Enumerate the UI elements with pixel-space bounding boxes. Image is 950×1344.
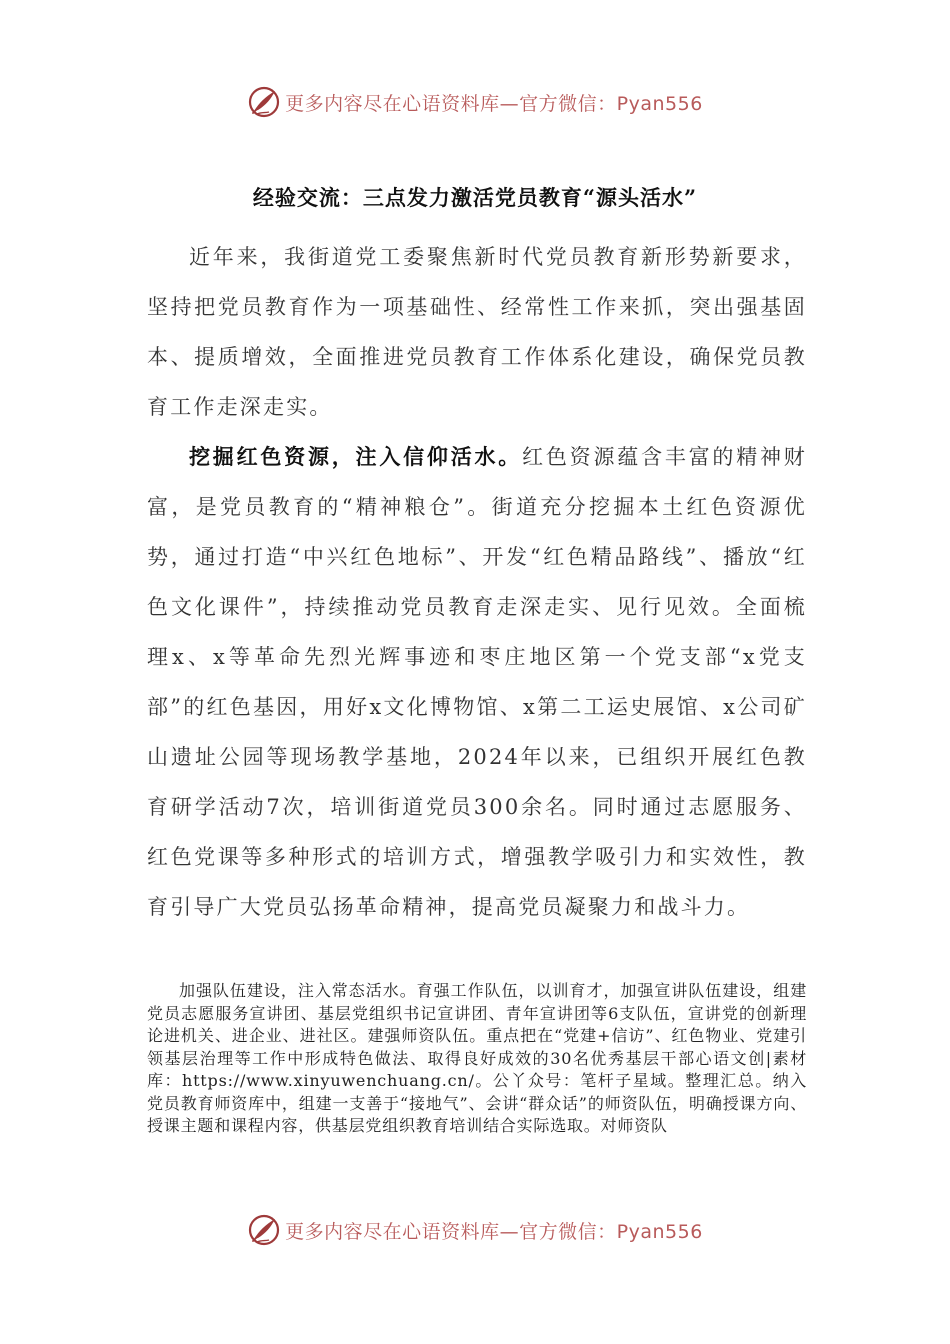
header-banner (0, 82, 950, 122)
paragraph-red-resources (147, 432, 807, 932)
paragraph-red-resources-lead: 挖掘红色资源，注入信仰活水。 (189, 444, 523, 469)
paragraph-red-resources-body: 红色资源蕴含丰富的精神财富，是党员教育的“精神粮仓”。街道充分挖掘本土红色资源优势，通过打造“中兴红色地标”、开发“红色精品路线”、播放“红色文化课件”，持续推动党员教育走深走实、见行见效。全面梳理x、x等革命先烈光辉事迹和枣庄地区第一个党支部“x党支部”的红色基因，用好x文化博物馆、x第二工运史展馆、x公司矿山遗址公园等现场教学基地，2024年以来，已组织开展红色教育研学活动7次，培训街道党员300余名。同时通过志愿服务、红色党课等多种形式的培训方式，增强教学吸引力和实效性，教育引导广大党员弘扬革命精神，提高党员凝聚力和战斗力。 (147, 445, 807, 919)
article-title: 经验交流：三点发力激活党员教育“源头活水” (252, 185, 698, 210)
header-banner-text: 更多内容尽在心语资料库—官方微信：Pyan556 (285, 92, 703, 115)
quill-pen-logo-icon (247, 1213, 281, 1247)
quill-pen-logo-icon (247, 85, 281, 119)
paragraph-team-building: 加强队伍建设，注入常态活水。育强工作队伍，以训育才，加强宣讲队伍建设，组建党员志愿服务宣讲团、基层党组织书记宣讲团、青年宣讲团等6支队伍，宣讲党的创新理论进机关、进企业、进社区。建强师资队伍。重点把在“党建+信访”、红色物业、党建引领基层治理等工作中形成特色做法、取得良好成效的30名优秀基层干部心语文创|素材库：https://www.xinyuwenchuang.cn/。公丫众号：笔杆子星域。整理汇总。纳入党员教育师资库中，组建一支善于“接地气”、会讲“群众话”的师资队伍，明确授课方向、授课主题和课程内容，供基层党组织教育培训结合实际选取。对师资队 (147, 981, 807, 1135)
footer-banner-text: 更多内容尽在心语资料库—官方微信：Pyan556 (285, 1220, 703, 1243)
paragraph-intro: 近年来，我街道党工委聚焦新时代党员教育新形势新要求，坚持把党员教育作为一项基础性、经常性工作来抓，突出强基固本、提质增效，全面推进党员教育工作体系化建设，确保党员教育工作走深走实。 (147, 245, 807, 419)
article-continuation (147, 980, 807, 1138)
footer-banner (0, 1210, 950, 1250)
article-body (147, 232, 807, 932)
